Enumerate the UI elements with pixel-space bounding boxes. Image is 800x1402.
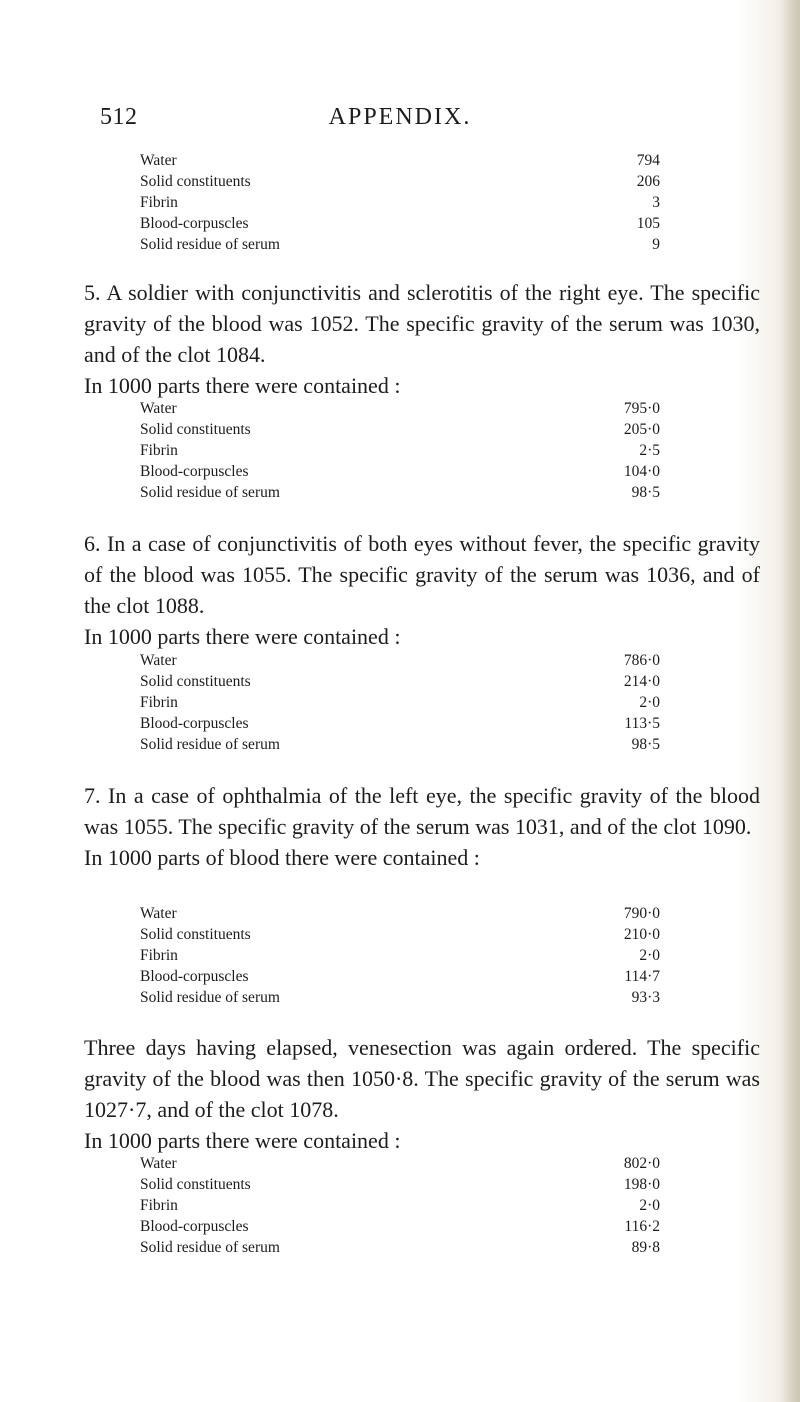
table-row — [140, 903, 660, 924]
table-row — [140, 398, 660, 419]
table-row — [140, 987, 660, 1008]
page-number: 512 — [100, 104, 138, 130]
followup-paragraph — [60, 1032, 760, 1156]
table-row — [140, 234, 660, 255]
row-value: 113·5 — [624, 715, 660, 732]
row-value: 790·0 — [623, 905, 660, 922]
row-label: Solid residue of serum — [140, 989, 280, 1006]
row-value: 114·7 — [624, 968, 660, 985]
row-label: Fibrin — [140, 1197, 178, 1214]
table-row — [140, 1237, 660, 1258]
row-value: 205·0 — [623, 421, 660, 438]
row-value: 3 — [652, 194, 660, 211]
case-7-text: 7. In a case of ophthalmia of the left eye, the specific gravity of the blood was 1055. The specific gravity of the serum was 1031, and of the clot 1090. — [84, 783, 760, 839]
table-row — [140, 924, 660, 945]
composition-table-2 — [140, 398, 660, 503]
row-label: Solid residue of serum — [140, 236, 280, 253]
row-value: 116·2 — [624, 1218, 660, 1235]
table-row — [140, 1216, 660, 1237]
composition-table-3 — [140, 650, 660, 755]
row-label: Solid constituents — [140, 673, 251, 690]
row-value: 89·8 — [631, 1239, 660, 1256]
case-6-intro: In 1000 parts there were contained : — [84, 624, 401, 649]
row-label: Solid constituents — [140, 173, 251, 190]
table-row — [140, 461, 660, 482]
table-row — [140, 419, 660, 440]
table-row — [140, 171, 660, 192]
row-value: 9 — [652, 236, 660, 253]
row-value: 795·0 — [623, 400, 660, 417]
case-6-text: 6. In a case of conjunctivitis of both eyes without fever, the specific gravity of the blood was 1055. The specific gravity of the serum was 1036, and of the clot 1088. — [84, 531, 760, 618]
row-value: 2·0 — [639, 1197, 660, 1214]
row-label: Blood-corpuscles — [140, 968, 249, 985]
row-label: Fibrin — [140, 694, 178, 711]
composition-table-1 — [140, 150, 660, 255]
row-value: 98·5 — [631, 736, 660, 753]
table-row — [140, 440, 660, 461]
table-row — [140, 650, 660, 671]
row-label: Solid residue of serum — [140, 1239, 280, 1256]
table-row — [140, 734, 660, 755]
table-row — [140, 482, 660, 503]
table-row — [140, 150, 660, 171]
table-row — [140, 692, 660, 713]
row-value: 2·0 — [639, 694, 660, 711]
row-label: Solid constituents — [140, 421, 251, 438]
row-value: 2·5 — [639, 442, 660, 459]
row-label: Fibrin — [140, 194, 178, 211]
row-label: Water — [140, 652, 177, 669]
case-6-paragraph — [60, 528, 760, 652]
row-label: Water — [140, 152, 177, 169]
row-label: Blood-corpuscles — [140, 715, 249, 732]
row-label: Solid constituents — [140, 926, 251, 943]
row-label: Water — [140, 1155, 177, 1172]
table-row — [140, 945, 660, 966]
row-value: 2·0 — [639, 947, 660, 964]
followup-intro: In 1000 parts there were contained : — [84, 1128, 401, 1153]
row-label: Blood-corpuscles — [140, 1218, 249, 1235]
row-label: Fibrin — [140, 442, 178, 459]
row-label: Water — [140, 400, 177, 417]
case-7-paragraph — [60, 780, 760, 873]
page-edge-shadow — [782, 0, 800, 1402]
row-value: 210·0 — [623, 926, 660, 943]
case-7-intro: In 1000 parts of blood there were contained : — [84, 845, 480, 870]
row-value: 198·0 — [623, 1176, 660, 1193]
row-value: 206 — [636, 173, 660, 190]
case-5-intro: In 1000 parts there were contained : — [84, 373, 401, 398]
row-value: 98·5 — [631, 484, 660, 501]
row-label: Blood-corpuscles — [140, 215, 249, 232]
row-label: Solid residue of serum — [140, 484, 280, 501]
case-5-text: 5. A soldier with conjunctivitis and sclerotitis of the right eye. The specific gravity of the blood was 1052. The specific gravity of the serum was 1030, and of the clot 1084. — [84, 280, 760, 367]
table-row — [140, 192, 660, 213]
row-value: 214·0 — [623, 673, 660, 690]
table-row — [140, 966, 660, 987]
case-5-paragraph — [60, 277, 760, 401]
row-label: Blood-corpuscles — [140, 463, 249, 480]
row-value: 802·0 — [623, 1155, 660, 1172]
row-value: 794 — [636, 152, 660, 169]
table-row — [140, 1174, 660, 1195]
followup-text: Three days having elapsed, venesection was again ordered. The specific gravity of the blood was then 1050·8. The specific gravity of the serum was 1027·7, and of the clot 1078. — [84, 1035, 760, 1122]
row-value: 105 — [636, 215, 660, 232]
table-row — [140, 1153, 660, 1174]
running-head: APPENDIX. — [328, 104, 472, 130]
table-row — [140, 671, 660, 692]
row-label: Solid constituents — [140, 1176, 251, 1193]
table-row — [140, 213, 660, 234]
composition-table-4 — [140, 903, 660, 1008]
row-value: 104·0 — [623, 463, 660, 480]
row-label: Solid residue of serum — [140, 736, 280, 753]
row-label: Fibrin — [140, 947, 178, 964]
row-value: 93·3 — [631, 989, 660, 1006]
composition-table-5 — [140, 1153, 660, 1258]
table-row — [140, 713, 660, 734]
row-value: 786·0 — [623, 652, 660, 669]
row-label: Water — [140, 905, 177, 922]
table-row — [140, 1195, 660, 1216]
